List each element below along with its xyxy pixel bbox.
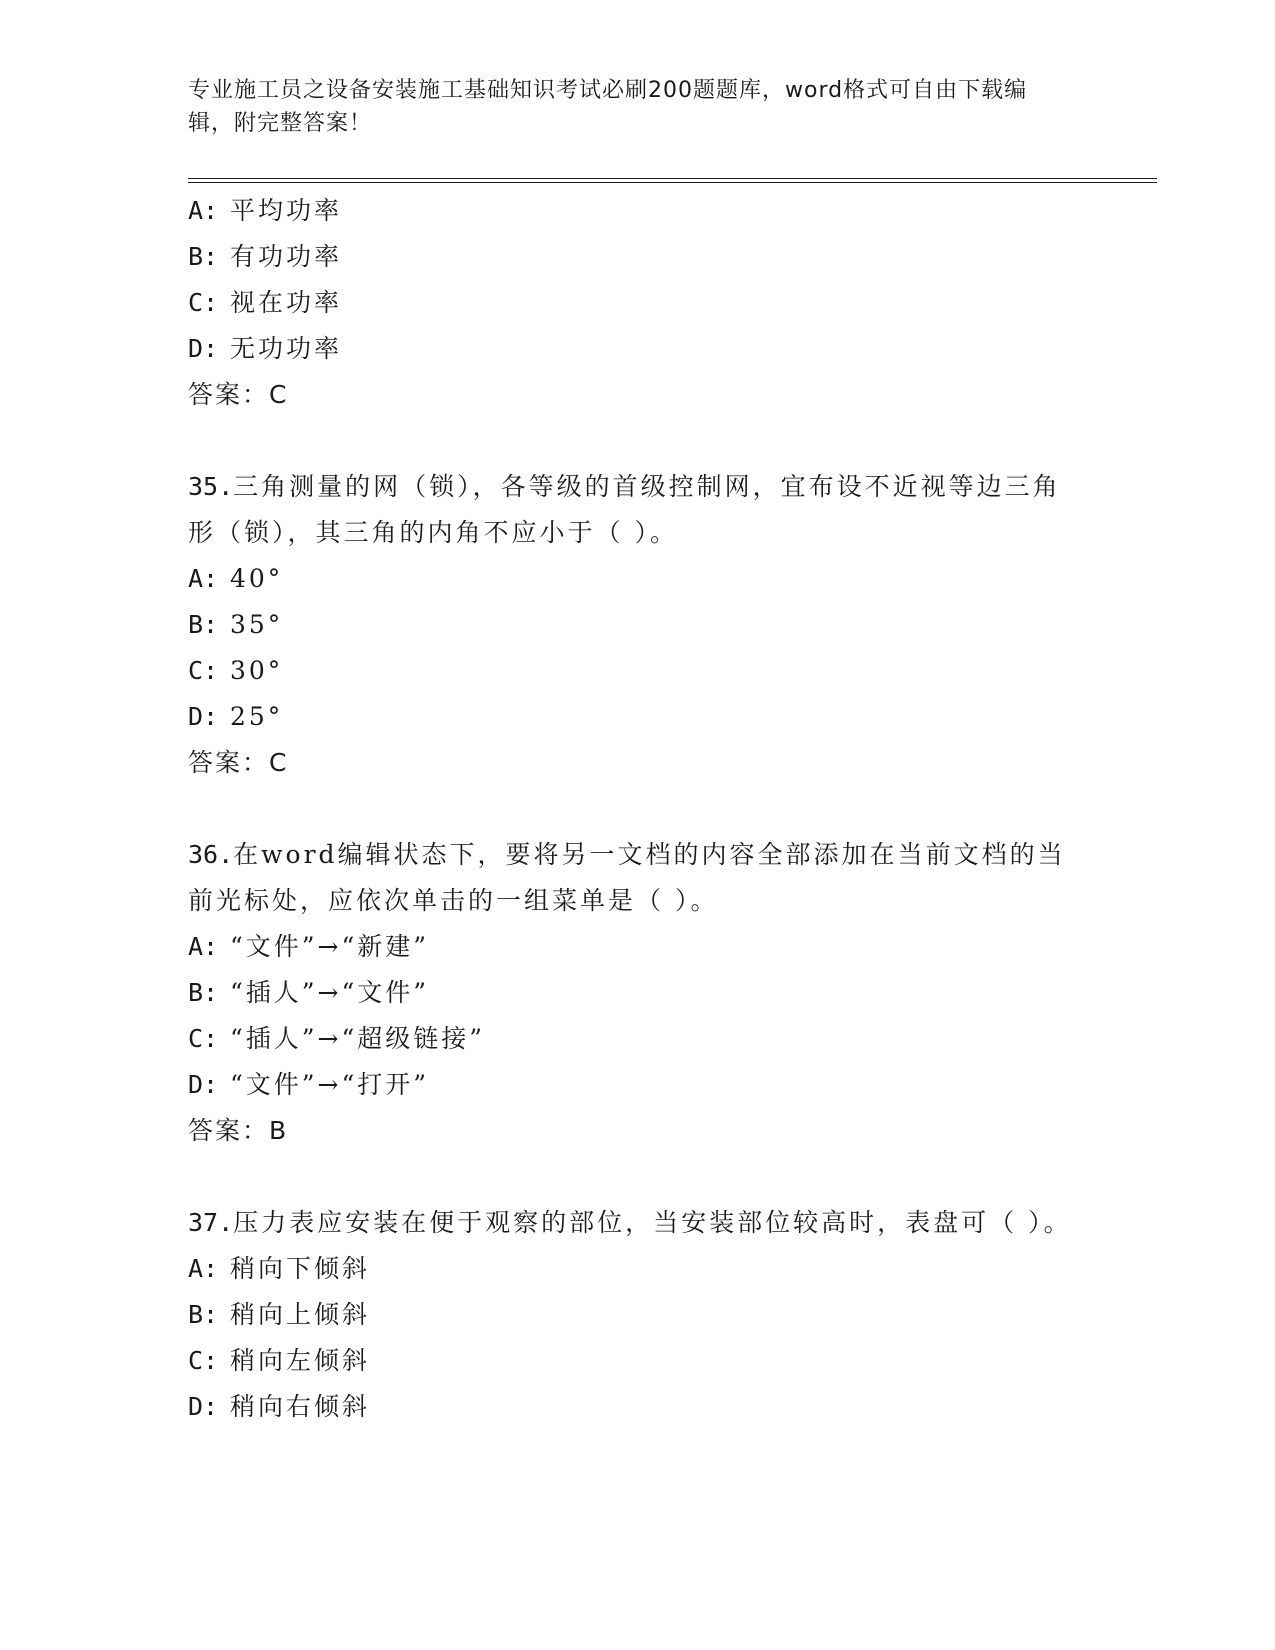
option-d <box>188 1384 1088 1430</box>
option-a <box>188 924 1088 970</box>
question-block-34 <box>188 188 1088 418</box>
option-text: 稍向下倾斜 <box>230 1254 371 1283</box>
option-letter: B: <box>188 610 219 639</box>
option-b <box>188 970 1088 1016</box>
option-letter: C: <box>188 288 219 317</box>
option-d <box>188 1062 1088 1108</box>
option-letter: C: <box>188 656 219 685</box>
option-text: 平均功率 <box>230 196 343 225</box>
option-text: “插人”→“超级链接” <box>230 1024 486 1053</box>
question-text <box>188 832 1078 924</box>
question-body: 三角测量的网（锁），各等级的首级控制网，宜布设不近视等边三角形（锁），其三角的内角不应小于（ ）。 <box>188 472 1061 547</box>
option-letter: C: <box>188 1346 219 1375</box>
question-block-37 <box>188 1200 1088 1430</box>
spacer <box>188 786 1088 832</box>
question-body: 在word编辑状态下，要将另一文档的内容全部添加在当前文档的当前光标处，应依次单击的一组菜单是（ ）。 <box>188 840 1066 915</box>
option-c <box>188 1016 1088 1062</box>
question-body: 压力表应安装在便于观察的部位，当安装部位较高时，表盘可（ ）。 <box>233 1208 1072 1237</box>
header-double-rule <box>188 178 1157 183</box>
option-text: “文件”→“打开” <box>230 1070 430 1099</box>
question-number: 35. <box>188 472 234 501</box>
option-letter: B: <box>188 978 219 1007</box>
option-letter: D: <box>188 334 219 363</box>
option-letter: D: <box>188 702 219 731</box>
spacer <box>188 418 1088 464</box>
option-letter: B: <box>188 1300 219 1329</box>
option-letter: B: <box>188 242 219 271</box>
option-c <box>188 1338 1088 1384</box>
option-text: 稍向右倾斜 <box>230 1392 371 1421</box>
option-text: 稍向上倾斜 <box>230 1300 371 1329</box>
option-text: “插人”→“文件” <box>230 978 430 1007</box>
option-text: “文件”→“新建” <box>230 932 430 961</box>
option-text: 25° <box>230 702 284 731</box>
option-text: 30° <box>230 656 284 685</box>
option-d <box>188 694 1088 740</box>
option-text: 有功功率 <box>230 242 343 271</box>
document-body <box>188 188 1088 1430</box>
option-text: 35° <box>230 610 284 639</box>
option-text: 40° <box>230 564 284 593</box>
spacer <box>188 1154 1088 1200</box>
option-letter: D: <box>188 1070 219 1099</box>
option-text: 视在功率 <box>230 288 343 317</box>
option-letter: D: <box>188 1392 219 1421</box>
option-letter: A: <box>188 1254 219 1283</box>
option-b <box>188 1292 1088 1338</box>
option-letter: A: <box>188 196 219 225</box>
question-text <box>188 464 1078 556</box>
answer-line: 答案：C <box>188 380 289 409</box>
option-c <box>188 648 1088 694</box>
document-header: 专业施工员之设备安装施工基础知识考试必刷200题题库，word格式可自由下载编辑，附完整答案！ <box>188 78 1028 136</box>
question-block-35 <box>188 464 1088 786</box>
option-c <box>188 280 1088 326</box>
option-a <box>188 188 1088 234</box>
option-b <box>188 602 1088 648</box>
question-text <box>188 1200 1078 1246</box>
question-number: 36. <box>188 840 234 869</box>
option-a <box>188 1246 1088 1292</box>
option-letter: C: <box>188 1024 219 1053</box>
question-number: 37. <box>188 1208 234 1237</box>
option-letter: A: <box>188 564 219 593</box>
option-b <box>188 234 1088 280</box>
answer-line: 答案：C <box>188 748 289 777</box>
option-text: 稍向左倾斜 <box>230 1346 371 1375</box>
option-a <box>188 556 1088 602</box>
question-block-36 <box>188 832 1088 1154</box>
answer-line: 答案：B <box>188 1116 289 1145</box>
option-text: 无功功率 <box>230 334 343 363</box>
option-d <box>188 326 1088 372</box>
option-letter: A: <box>188 932 219 961</box>
